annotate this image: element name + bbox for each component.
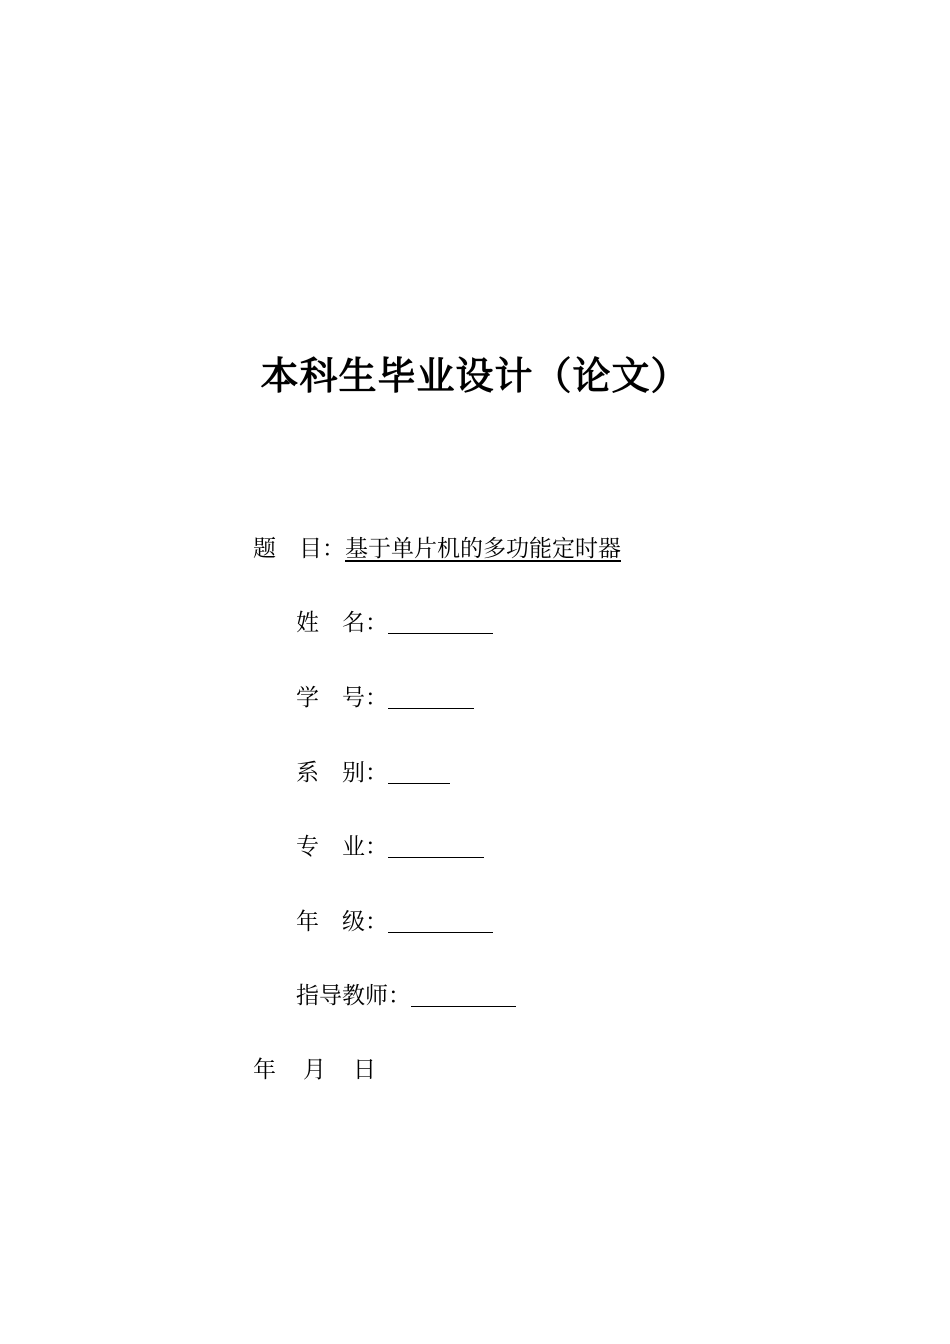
department-field [296, 757, 450, 789]
advisor-colon: ： [388, 983, 411, 1009]
page-title: 本科生毕业设计（论文） [260, 354, 690, 398]
date-month: 月 [303, 1057, 326, 1083]
topic-colon: ： [322, 536, 345, 562]
name-field [296, 607, 493, 639]
advisor-blank-line [411, 980, 516, 1007]
name-label: 姓 名 [296, 610, 365, 636]
student-id-colon: ： [365, 685, 388, 711]
major-field [296, 831, 484, 863]
name-blank-line [388, 607, 493, 634]
student-id-label: 学 号 [296, 685, 365, 711]
advisor-field [296, 980, 516, 1012]
topic-field [253, 533, 621, 565]
topic-label: 题 目 [253, 536, 322, 562]
student-id-blank-line [388, 682, 474, 709]
grade-field [296, 906, 493, 938]
advisor-label: 指导教师 [296, 983, 388, 1009]
major-blank-line [388, 831, 484, 858]
department-colon: ： [365, 760, 388, 786]
grade-colon: ： [365, 909, 388, 935]
topic-value: 基于单片机的多功能定时器 [345, 536, 621, 562]
major-colon: ： [365, 834, 388, 860]
department-blank-line [388, 757, 450, 784]
name-colon: ： [365, 610, 388, 636]
date-line [253, 1054, 403, 1086]
student-id-field [296, 682, 474, 714]
major-label: 专 业 [296, 834, 365, 860]
grade-blank-line [388, 906, 493, 933]
grade-label: 年 级 [296, 909, 365, 935]
department-label: 系 别 [296, 760, 365, 786]
date-year: 年 [253, 1057, 276, 1083]
date-day: 日 [353, 1057, 376, 1083]
